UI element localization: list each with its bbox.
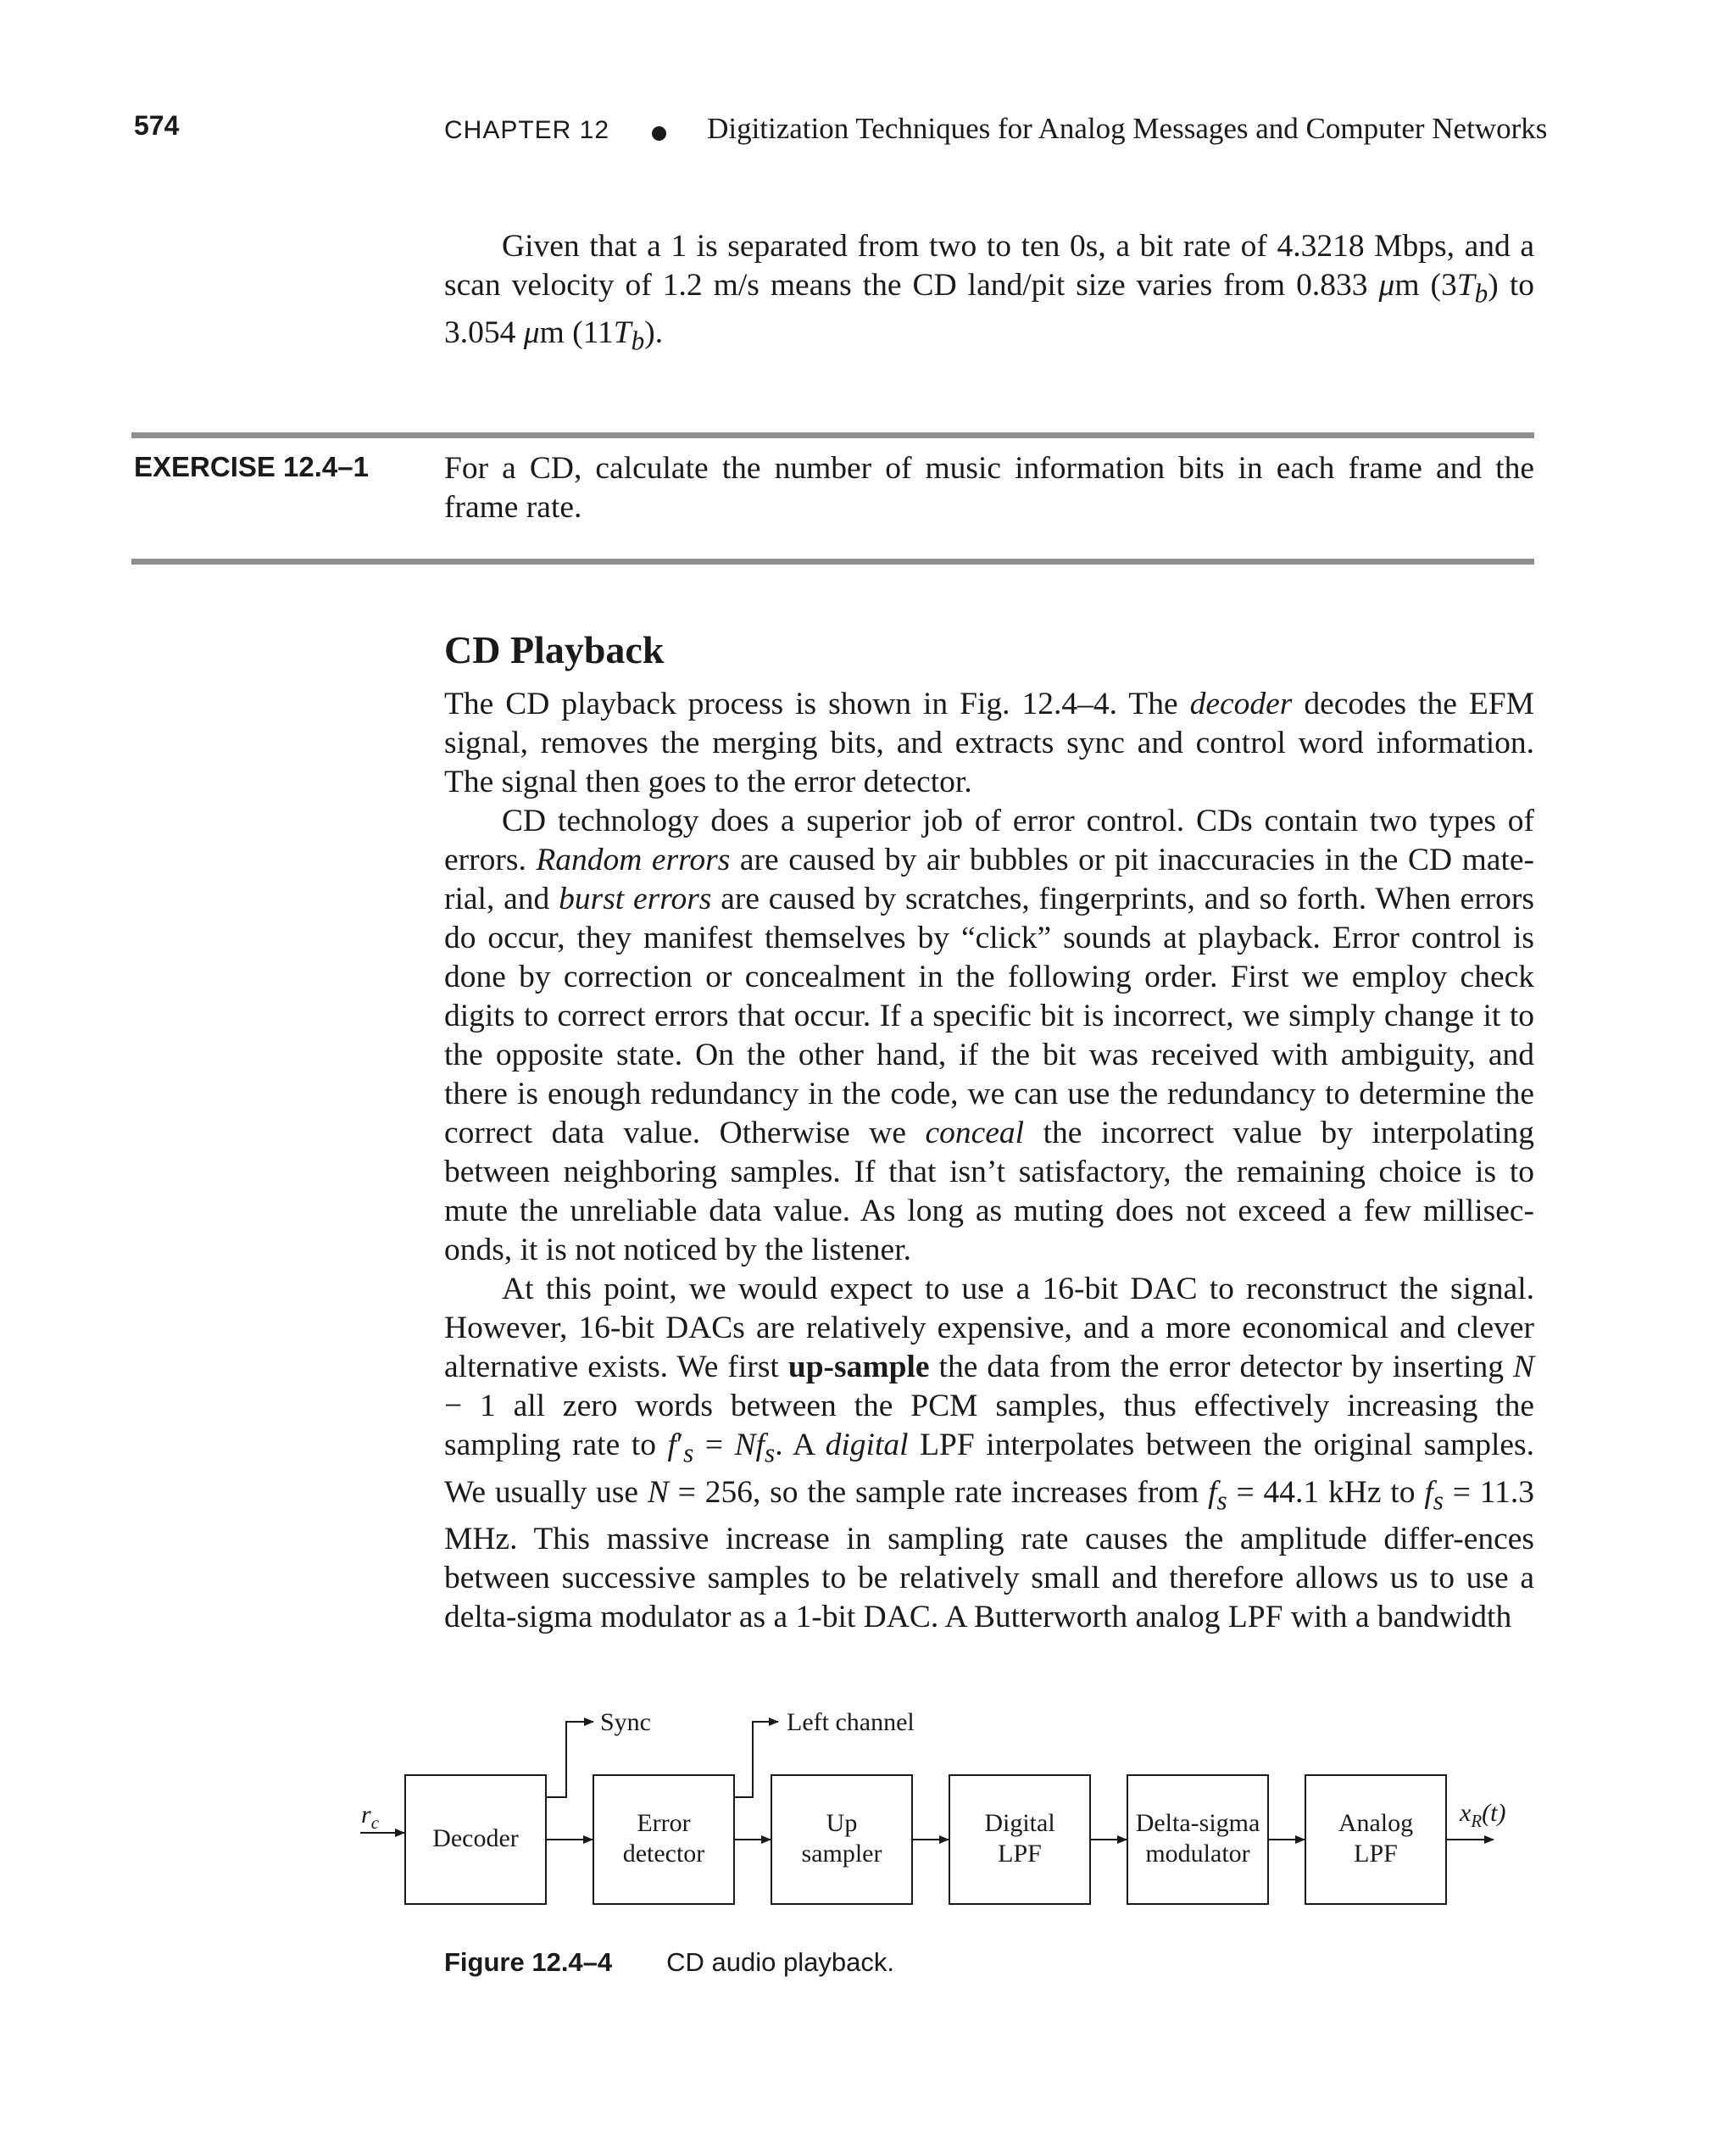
- math-sub: s: [683, 1438, 694, 1468]
- block-label: detector: [622, 1840, 705, 1868]
- block-label: Error: [637, 1809, 691, 1837]
- text-run: = 256, so the sample rate increases from: [668, 1474, 1209, 1510]
- sync-label: Sync: [600, 1708, 651, 1736]
- italic-term: decoder: [1189, 687, 1293, 721]
- figure-label: Figure 12.4–4: [444, 1947, 613, 1977]
- block-label: Up: [826, 1809, 858, 1837]
- figure-caption: [444, 1947, 894, 1978]
- playback-block-diagram: [339, 1687, 1543, 1933]
- math-sub: s: [1433, 1485, 1444, 1515]
- tb-symbol: T: [613, 315, 632, 350]
- text-run: The CD playback process is shown in Fig. 12.4–4. The: [444, 687, 1190, 721]
- intro-text: m (3: [1394, 268, 1457, 303]
- text-run: =: [693, 1428, 735, 1462]
- italic-term: Random errors: [536, 843, 731, 877]
- mu-symbol: μ: [1378, 268, 1395, 303]
- paragraph-1: [444, 685, 1534, 802]
- page-number: 574: [134, 110, 180, 141]
- math-var: N: [734, 1428, 756, 1462]
- intro-text: m (11: [539, 315, 614, 350]
- tb-symbol: T: [1456, 268, 1475, 303]
- exercise-rule-bottom: [131, 559, 1534, 565]
- block-label: Digital: [984, 1809, 1055, 1837]
- running-head: [444, 112, 1547, 146]
- paragraph-3: [444, 1270, 1534, 1637]
- exercise-text: [444, 449, 1534, 527]
- bullet-separator: [652, 126, 666, 141]
- text-run: LPF interpolates between the original samples. We usually use: [444, 1428, 1534, 1510]
- text-run: the data from the error detector by inserting: [929, 1350, 1513, 1384]
- chapter-label: CHAPTER 12: [444, 116, 610, 144]
- intro-text: ).: [644, 315, 664, 350]
- intro-paragraph: [444, 227, 1534, 360]
- text-run: the incorrect value by interpolating between neighboring samples. If that isn’t satisfactory, the remaining choice is to mute the unreliable data value. As long as muting does not exceed a few millisec-onds, it is not noticed by the listener.: [444, 1116, 1534, 1267]
- output-label: $x_R(t)$: [1460, 1799, 1506, 1831]
- text-run: decodes the EFM signal, removes the merging bits, and extracts sync and control word information. The signal then goes to the error detector.: [444, 687, 1534, 799]
- intro-text: Given that a 1 is separated from two to ten 0s, a bit rate of 4.3218 Mbps, and a scan velocity of 1.2 m/s means the CD land/pit size varies from 0.833: [444, 229, 1534, 303]
- bold-term: up-sample: [787, 1350, 930, 1384]
- exercise-label: EXERCISE 12.4–1: [134, 451, 369, 482]
- text-run: CD technology does a superior job of error control. CDs contain two types of errors.: [444, 804, 1534, 877]
- italic-term: conceal: [925, 1116, 1025, 1150]
- block-label: Analog: [1338, 1809, 1414, 1837]
- section-body: [444, 685, 1534, 1637]
- chapter-title: Digitization Techniques for Analog Messages and Computer Networks: [707, 112, 1548, 145]
- text-run: are caused by air bubbles or pit inaccuracies in the CD mate-rial, and: [444, 843, 1535, 916]
- math-var: N: [647, 1474, 669, 1510]
- text-run: . A: [775, 1428, 826, 1462]
- sync-tap-line: [546, 1722, 592, 1797]
- math-var: f: [755, 1428, 765, 1462]
- block-label: sampler: [801, 1840, 882, 1868]
- input-label: $r_c$: [361, 1801, 380, 1833]
- math-var: f: [667, 1428, 676, 1462]
- paragraph-2: [444, 802, 1534, 1270]
- math-var: N: [1512, 1350, 1534, 1384]
- figure-caption-text: CD audio playback.: [666, 1947, 894, 1977]
- math-prime: ′: [676, 1428, 684, 1462]
- intro-text: ) to 3.054: [444, 268, 1534, 350]
- exercise-rule-top: [131, 432, 1534, 438]
- exercise-paragraph: For a CD, calculate the number of music information bits in each frame and the frame rate.: [444, 451, 1534, 525]
- left-channel-tap-line: [734, 1722, 771, 1797]
- math-var: f: [1424, 1474, 1433, 1510]
- tb-subscript: b: [1474, 278, 1488, 309]
- math-sub: s: [1216, 1485, 1227, 1515]
- mu-symbol: μ: [523, 315, 540, 350]
- text-run: are caused by scratches, fingerprints, and so forth. When errors do occur, they manifest themselves by “click” sounds at playback. Error control is done by correction or concealment in the following order. First we employ check digits to correct errors that occur. If a specific bit is incorrect, we simply change it to the opposite state. On the other hand, if the bit was received with ambiguity, and there is enough redundancy in the code, we can use the redundancy to determine the correct data value. Otherwise we: [444, 882, 1534, 1150]
- text-run: = 11.3 MHz. This massive increase in sampling rate causes the amplitude differ-ences between successive samples to be relatively small and therefore allows us to use a delta-sigma modulator as a 1-bit DAC. A Butterworth analog LPF with a bandwidth: [444, 1474, 1534, 1634]
- block-label: Delta-sigma: [1135, 1809, 1260, 1837]
- math-var: f: [1208, 1474, 1217, 1510]
- block-label: LPF: [998, 1840, 1042, 1868]
- text-run: − 1 all zero words between the PCM samples, thus effectively increasing the sampling rate to: [444, 1389, 1534, 1462]
- math-sub: s: [765, 1438, 776, 1468]
- text-run: At this point, we would expect to use a 16-bit DAC to reconstruct the signal. However, 16-bit DACs are relatively expensive, and a more economical and clever alternative exists. We first: [444, 1272, 1534, 1384]
- italic-term: burst errors: [559, 882, 712, 916]
- block-label: Decoder: [432, 1824, 519, 1852]
- tb-subscript: b: [631, 326, 645, 355]
- section-heading: CD Playback: [444, 628, 665, 671]
- block-label: LPF: [1354, 1840, 1398, 1868]
- text-run: = 44.1 kHz to: [1227, 1474, 1425, 1510]
- left-channel-label: Left channel: [787, 1708, 915, 1736]
- block-label: modulator: [1145, 1840, 1250, 1868]
- italic-term: digital: [825, 1428, 909, 1462]
